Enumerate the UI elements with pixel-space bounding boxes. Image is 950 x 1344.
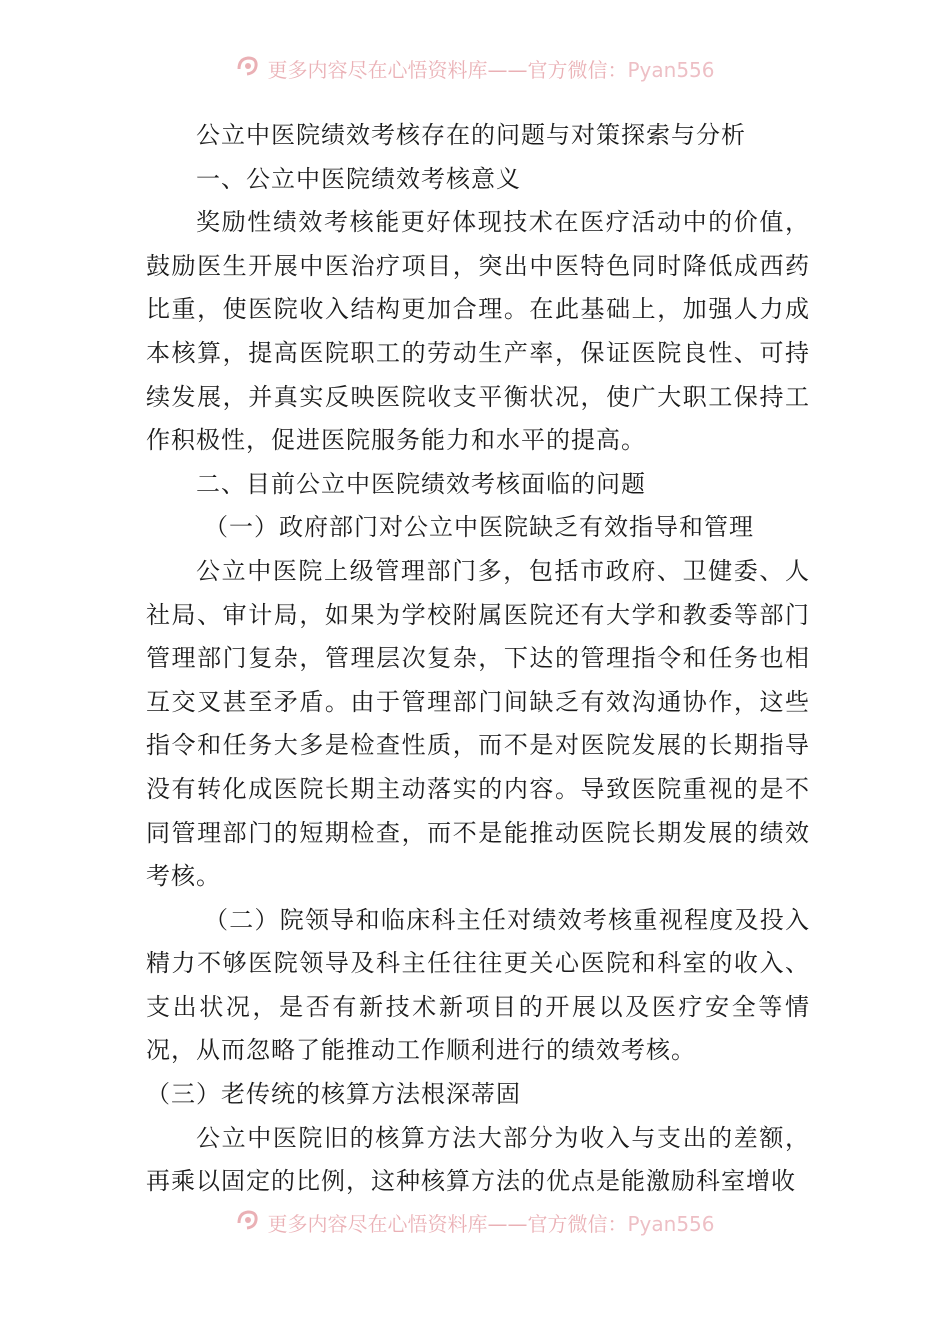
- document-body: [146, 114, 810, 1204]
- watermark-footer: [0, 1204, 950, 1244]
- paragraph: （二）院领导和临床科主任对绩效考核重视程度及投入精力不够医院领导及科主任往往更关心医院和科室的收入、支出状况，是否有新技术新项目的开展以及医疗安全等情况，从而忽略了能推动工作顺利进行的绩效考核。: [146, 905, 810, 1065]
- logo-icon: [235, 52, 261, 91]
- paragraph: 公立中医院旧的核算方法大部分为收入与支出的差额，再乘以固定的比例，这种核算方法的优点是能激励科室增收: [146, 1123, 810, 1196]
- section-heading: 一、公立中医院绩效考核意义: [196, 164, 521, 193]
- subsection-heading: （一）政府部门对公立中医院缺乏有效指导和管理: [204, 513, 754, 542]
- watermark-text: 更多内容尽在心悟资料库——官方微信：: [267, 1212, 628, 1236]
- section-heading: 二、目前公立中医院绩效考核面临的问题: [196, 469, 646, 498]
- watermark-header: [0, 50, 950, 90]
- subsection-heading: （三）老传统的核算方法根深蒂固: [146, 1080, 521, 1109]
- watermark-text: 更多内容尽在心悟资料库——官方微信：: [267, 58, 628, 82]
- logo-icon: [235, 1206, 261, 1245]
- paragraph: 奖励性绩效考核能更好体现技术在医疗活动中的价值，鼓励医生开展中医治疗项目，突出中医特色同时降低成西药比重，使医院收入结构更加合理。在此基础上，加强人力成本核算，提高医院职工的劳动生产率，保证医院良性、可持续发展，并真实反映医院收支平衡状况，使广大职工保持工作积极性，促进医院服务能力和水平的提高。: [146, 208, 810, 455]
- paragraph: 公立中医院上级管理部门多，包括市政府、卫健委、人社局、审计局，如果为学校附属医院还有大学和教委等部门管理部门复杂，管理层次复杂，下达的管理指令和任务也相互交叉甚至矛盾。由于管理部门间缺乏有效沟通协作，这些指令和任务大多是检查性质，而不是对医院发展的长期指导没有转化成医院长期主动落实的内容。导致医院重视的是不同管理部门的短期检查，而不是能推动医院长期发展的绩效考核。: [146, 556, 810, 891]
- document-title: 公立中医院绩效考核存在的问题与对策探索与分析: [196, 121, 746, 149]
- watermark-handle: Pyan556: [627, 58, 715, 82]
- watermark-handle: Pyan556: [627, 1212, 715, 1236]
